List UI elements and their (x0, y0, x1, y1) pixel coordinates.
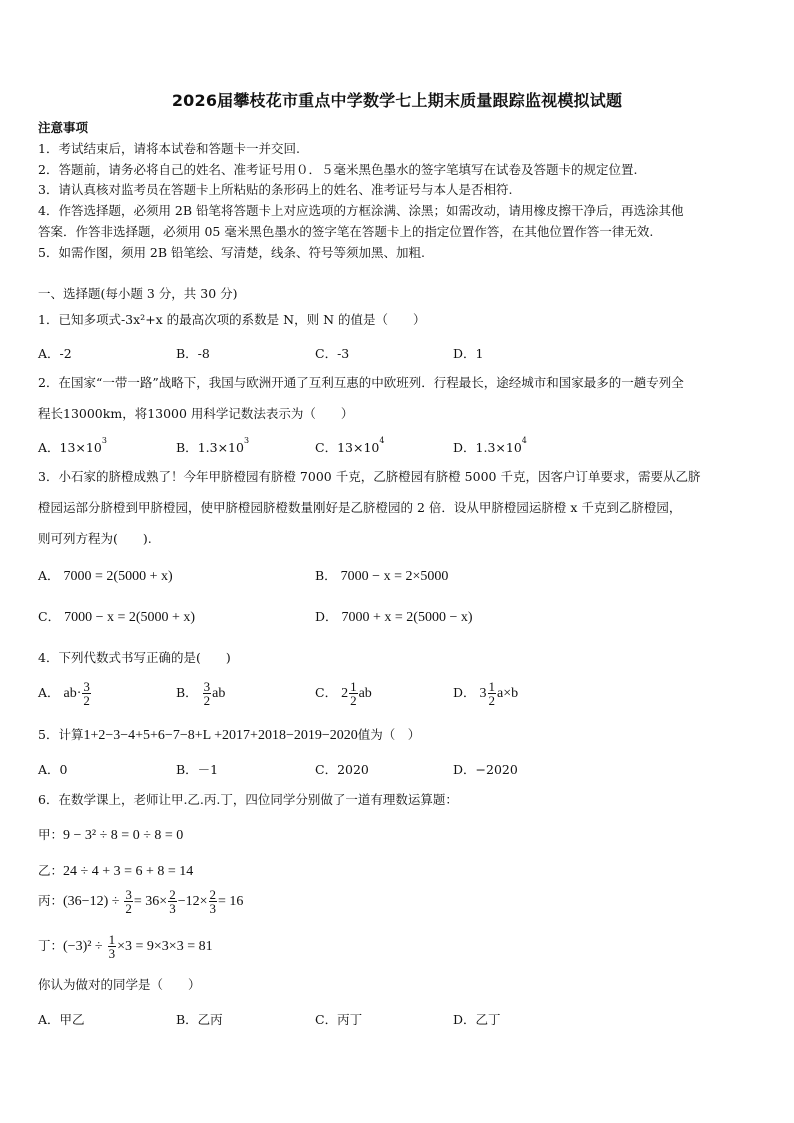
notice-item: 4．作答选择题，必须用 2B 铅笔将答题卡上对应选项的方框涂满、涂黑；如需改动，请用橡皮擦干净后，再选涂其他 (38, 203, 684, 218)
question-1-stem: 1．已知多项式-3x²+x 的最高次项的系数是 N，则 N 的值是（ ） (38, 312, 426, 327)
notice-heading: 注意事项 (38, 120, 89, 135)
q6-ding-line: 丁：(−3)² ÷ $\frac{1}{3}$ ×3 = 9×3×3 = 81 (38, 932, 213, 961)
q6-jia-line: 甲：9 − 3² ÷ 8 = 0 ÷ 8 = 0 (38, 827, 184, 843)
q2-option-d[interactable]: D．$1.3\times 10^4$ (453, 436, 527, 455)
q3-option-a[interactable]: A． 7000 = 2(5000 + x) (38, 568, 173, 584)
q5-option-d[interactable]: D．−2020 (453, 762, 518, 777)
question-5-stem: 5．计算1+2−3−4+5+6−7−8+L +2017+2018−2019−2020值为（ ） (38, 727, 421, 743)
notice-item: 2．答题前，请务必将自己的姓名、准考证号用０．５毫米黑色墨水的签字笔填写在试卷及答题卡的规定位置. (38, 162, 638, 177)
q6-option-b[interactable]: B．乙丙 (176, 1012, 223, 1027)
notice-item: 1．考试结束后，请将本试卷和答题卡一并交回. (38, 141, 300, 156)
q1-option-d[interactable]: D．1 (453, 346, 484, 361)
q1-option-c[interactable]: C．-3 (315, 346, 350, 361)
q2-option-a[interactable]: A．$13\times 10^3$ (38, 436, 107, 455)
q3-option-d[interactable]: D． 7000 + x = 2(5000 − x) (315, 609, 473, 625)
question-3-stem-end: 则可列方程为( ). (38, 531, 152, 546)
question-3-stem-cont: 橙园运部分脐橙到甲脐橙园，使甲脐橙园脐橙数量刚好是乙脐橙园的 2 倍．设从甲脐橙园运脐橙 x 千克到乙脐橙园， (38, 500, 682, 515)
question-2-stem: 2．在国家“一带一路”战略下，我国与欧洲开通了互利互惠的中欧班列．行程最长，途经城市和国家最多的一趟专列全 (38, 375, 684, 390)
q6-yi-line: 乙：24 ÷ 4 + 3 = 6 + 8 = 14 (38, 863, 194, 879)
notice-item: 3．请认真核对监考员在答题卡上所粘贴的条形码上的姓名、准考证号与本人是否相符. (38, 182, 513, 197)
q6-bing-line: 丙：(36−12) ÷ $\frac{3}{2}$ = 36× $\frac{2}{3}$ −12× $\frac{2}{3}$ = 16 (38, 887, 244, 916)
q4-option-d[interactable]: D． 3 $\frac{1}{2}$ a×b (453, 679, 519, 708)
section-heading: 一、选择题(每小题 3 分，共 30 分) (38, 286, 238, 301)
q4-option-a[interactable]: A． ab· $\frac{3}{2}$ (38, 679, 90, 708)
q1-option-a[interactable]: A．-2 (38, 346, 72, 361)
question-6-stem: 6．在数学课上，老师让甲.乙.丙.丁，四位同学分别做了一道有理数运算题： (38, 792, 458, 807)
question-4-stem: 4．下列代数式书写正确的是( ) (38, 650, 231, 665)
q4-option-b[interactable]: B． $\frac{3}{2}$ ab (176, 679, 226, 708)
q6-option-c[interactable]: C．丙丁 (315, 1012, 363, 1027)
notice-item: 5．如需作图，须用 2B 铅笔绘、写清楚，线条、符号等须加黑、加粗. (38, 245, 426, 260)
q1-option-b[interactable]: B．-8 (176, 346, 210, 361)
question-2-stem-cont: 程长13000km，将13000 用科学记数法表示为（ ） (38, 406, 354, 421)
q4-option-c[interactable]: C． 2 $\frac{1}{2}$ ab (315, 679, 372, 708)
q3-option-b[interactable]: B． 7000 − x = 2×5000 (315, 568, 449, 584)
q5-option-c[interactable]: C．2020 (315, 762, 369, 777)
notice-item: 答案．作答非选择题，必须用 05 毫米黑色墨水的签字笔在答题卡上的指定位置作答，在其他位置作答一律无效. (38, 224, 654, 239)
q2-option-b[interactable]: B．$1.3\times 10^3$ (176, 436, 250, 455)
q6-question: 你认为做对的同学是（ ） (38, 977, 201, 992)
q6-option-a[interactable]: A．甲乙 (38, 1012, 85, 1027)
page-title: 2026届攀枝花市重点中学数学七上期末质量跟踪监视模拟试题 (171, 91, 623, 110)
q2-option-c[interactable]: C．$13\times 10^4$ (315, 436, 385, 455)
q3-option-c[interactable]: C． 7000 − x = 2(5000 + x) (38, 609, 196, 625)
q6-option-d[interactable]: D．乙丁 (453, 1012, 501, 1027)
q5-option-b[interactable]: B．－1 (176, 762, 219, 777)
question-3-stem: 3．小石家的脐橙成熟了！今年甲脐橙园有脐橙 7000 千克，乙脐橙园有脐橙 5000 千克，因客户订单要求，需要从乙脐 (38, 469, 701, 484)
q5-option-a[interactable]: A．0 (38, 762, 68, 777)
